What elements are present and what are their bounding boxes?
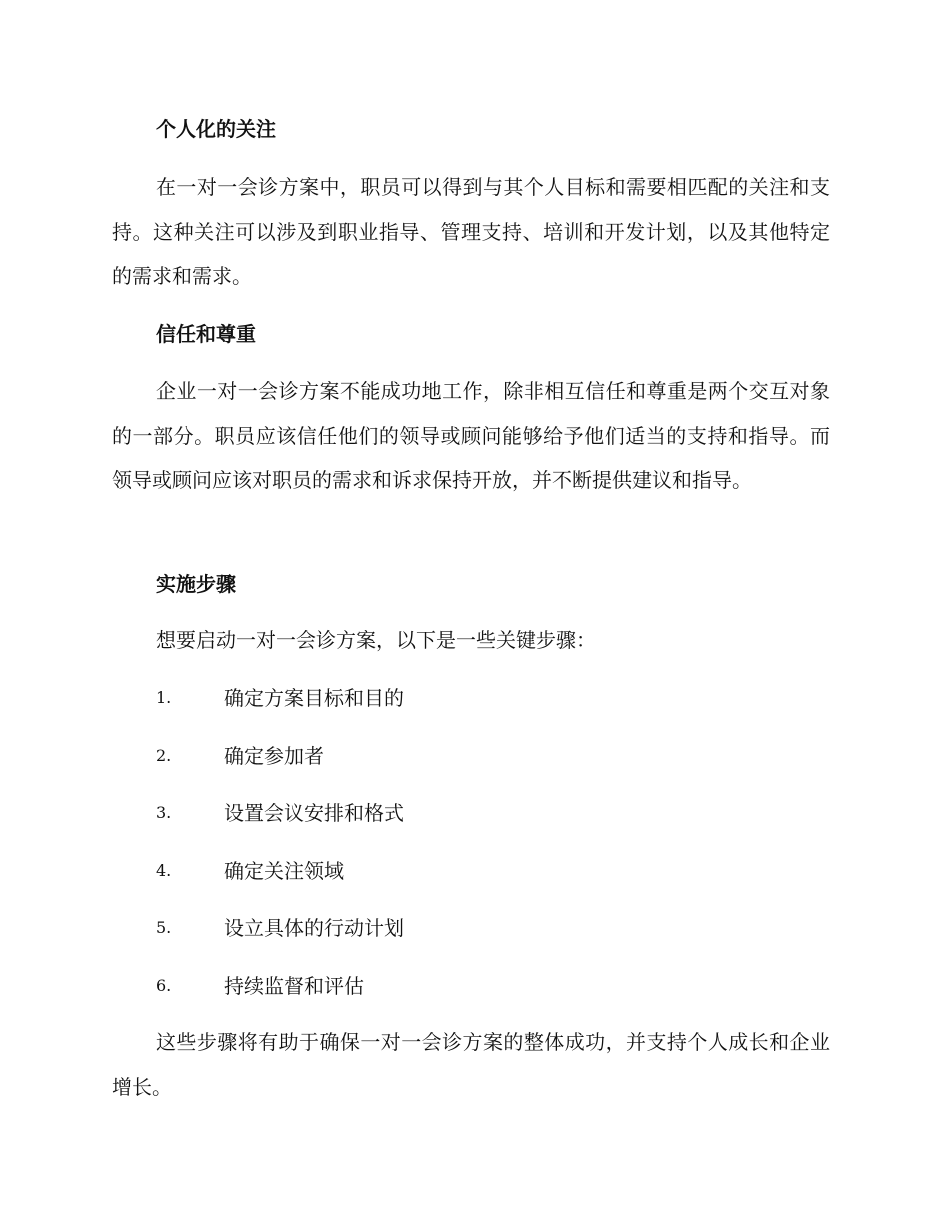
list-item-text: 确定参加者 [224,743,324,768]
section-paragraph-implementation-steps: 想要启动一对一会诊方案，以下是一些关键步骤： [156,628,596,652]
list-item-number: 2. [156,745,172,765]
list-item [156,680,756,738]
list-item-text: 设置会议安排和格式 [224,801,404,826]
list-item-text: 持续监督和评估 [224,973,364,998]
section-paragraph-personalized-attention: 在一对一会诊方案中，职员可以得到与其个人目标和需要相匹配的关注和支持。这种关注可以涉及到职业指导、管理支持、培训和开发计划，以及其他特定的需求和需求。 [112,175,830,288]
list-item [156,853,756,911]
section-heading-personalized-attention: 个人化的关注 [156,117,276,141]
list-item [156,795,756,853]
list-item [156,738,756,796]
section-paragraph-trust-respect: 企业一对一会诊方案不能成功地工作，除非相互信任和尊重是两个交互对象的一部分。职员应该信任他们的领导或顾问能够给予他们适当的支持和指导。而领导或顾问应该对职员的需求和诉求保持开放，并不断提供建议和指导。 [112,379,830,492]
conclusion-paragraph: 这些步骤将有助于确保一对一会诊方案的整体成功，并支持个人成长和企业增长。 [112,1030,830,1099]
list-item-number: 1. [156,688,172,707]
list-item-text: 确定方案目标和目的 [224,686,404,710]
list-item-number: 5. [156,918,172,938]
list-item-number: 4. [156,860,172,880]
list-item [156,968,756,1026]
section-heading-trust-respect: 信任和尊重 [156,322,256,346]
steps-list [156,680,756,1026]
list-item-number: 6. [156,975,172,995]
list-item-text: 确定关注领域 [224,858,344,883]
section-heading-implementation-steps: 实施步骤 [156,572,236,596]
list-item [156,910,756,968]
list-item-text: 设立具体的行动计划 [224,916,404,941]
list-item-number: 3. [156,803,172,823]
